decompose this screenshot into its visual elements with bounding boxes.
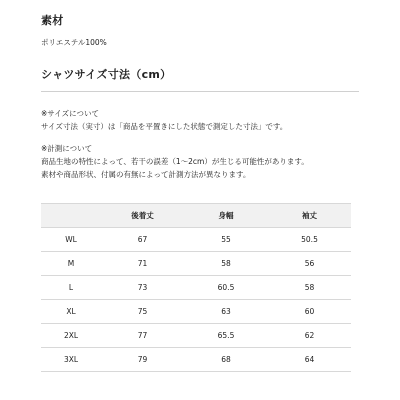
width-cell: 58 — [184, 252, 268, 276]
table-row — [41, 300, 351, 324]
length-cell: 67 — [101, 228, 184, 252]
measure-note-line-1: 商品生地の特性によって、若干の誤差（1〜2cm）が生じる可能性があります。 — [41, 157, 309, 166]
table-header-sleeve: 袖丈 — [268, 204, 351, 228]
section-divider — [41, 91, 359, 92]
sleeve-cell: 58 — [268, 276, 351, 300]
material-value: ポリエステル100% — [41, 38, 107, 47]
length-cell: 73 — [101, 276, 184, 300]
table-row — [41, 228, 351, 252]
width-cell: 55 — [184, 228, 268, 252]
size-table — [41, 203, 351, 372]
size-cell: 3XL — [41, 348, 101, 372]
material-title: 素材 — [41, 14, 64, 27]
table-header-width: 身幅 — [184, 204, 268, 228]
size-cell: WL — [41, 228, 101, 252]
table-header-size — [41, 204, 101, 228]
sleeve-cell: 62 — [268, 324, 351, 348]
size-cell: XL — [41, 300, 101, 324]
width-cell: 68 — [184, 348, 268, 372]
length-cell: 71 — [101, 252, 184, 276]
table-header-row — [41, 204, 351, 228]
size-cell: L — [41, 276, 101, 300]
width-cell: 60.5 — [184, 276, 268, 300]
measure-note-title: ※計測について — [41, 144, 93, 153]
table-row — [41, 276, 351, 300]
width-cell: 63 — [184, 300, 268, 324]
sleeve-cell: 64 — [268, 348, 351, 372]
size-cell: M — [41, 252, 101, 276]
size-section-title: シャツサイズ寸法（cm） — [41, 68, 172, 81]
measure-note-line-2: 素材や商品形状、付属の有無によって計測方法が異なります。 — [41, 170, 251, 179]
table-row — [41, 348, 351, 372]
table-row — [41, 324, 351, 348]
table-header-length: 後着丈 — [101, 204, 184, 228]
length-cell: 75 — [101, 300, 184, 324]
table-row — [41, 252, 351, 276]
sleeve-cell: 50.5 — [268, 228, 351, 252]
sleeve-cell: 56 — [268, 252, 351, 276]
length-cell: 77 — [101, 324, 184, 348]
size-note-title: ※サイズについて — [41, 109, 100, 118]
size-cell: 2XL — [41, 324, 101, 348]
length-cell: 79 — [101, 348, 184, 372]
sleeve-cell: 60 — [268, 300, 351, 324]
size-note-body: サイズ寸法（実寸）は「商品を平置きにした状態で測定した寸法」です。 — [41, 122, 288, 131]
width-cell: 65.5 — [184, 324, 268, 348]
